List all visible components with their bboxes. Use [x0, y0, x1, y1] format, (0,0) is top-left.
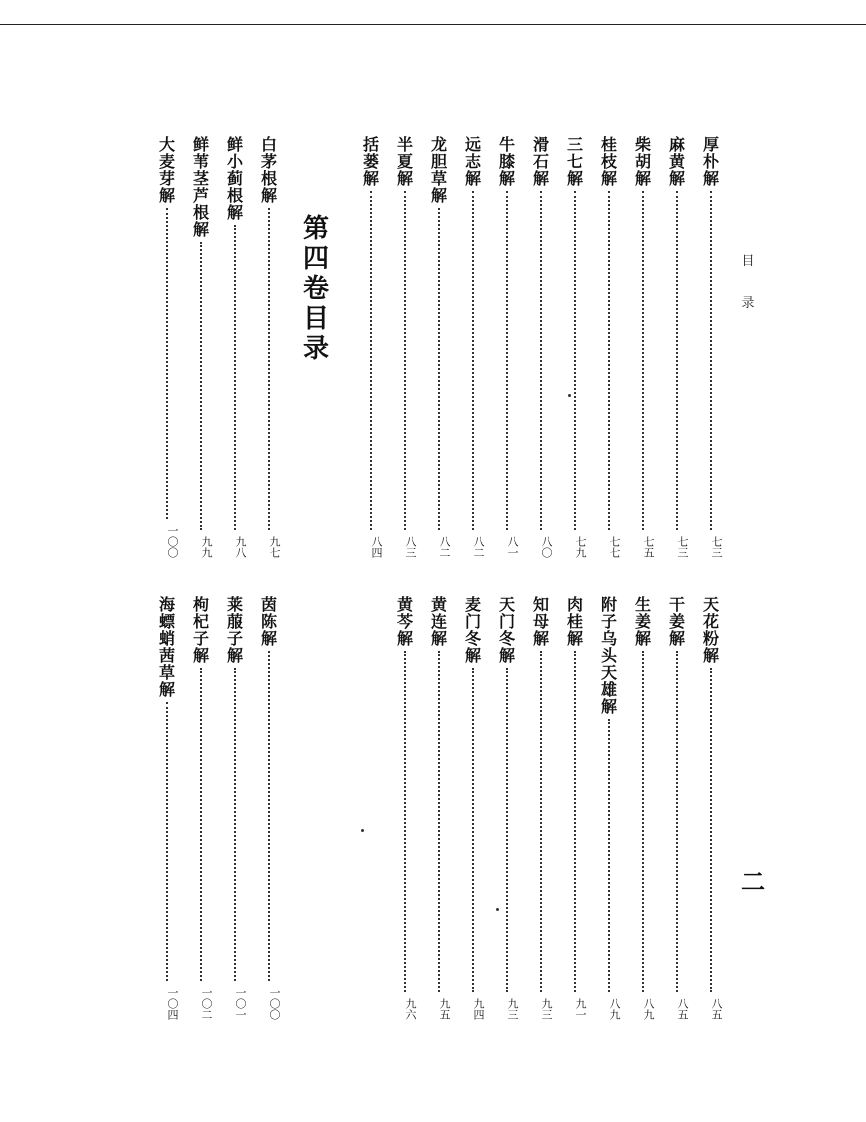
- top-rule: [0, 24, 866, 25]
- toc-entry-title: 柴胡解: [634, 135, 651, 188]
- toc-entry-title: 远志解: [464, 135, 481, 188]
- toc-entry-title: 干姜解: [668, 595, 685, 648]
- toc-entry-title: 知母解: [532, 595, 549, 648]
- dot-leader: [472, 191, 474, 530]
- toc-entry-page: 八〇: [540, 536, 553, 558]
- toc-entry: [598, 596, 620, 1020]
- toc-entry-title: 鲜苇茎芦根解: [192, 135, 209, 239]
- toc-entry: [394, 136, 416, 558]
- toc-entry-page: 八三: [404, 536, 417, 558]
- toc-entry-title: 黄芩解: [396, 595, 413, 648]
- toc-entry: [564, 596, 586, 1020]
- toc-entry: [700, 136, 722, 558]
- toc-entry-page: 七五: [642, 536, 655, 558]
- toc-entry-title: 莱菔子解: [226, 595, 243, 665]
- dot-leader: [710, 191, 712, 530]
- toc-entry-title: 天花粉解: [702, 595, 719, 665]
- toc-entry-title: 滑石解: [532, 135, 549, 188]
- toc-entry-page: 七三: [676, 536, 689, 558]
- toc-entry: [428, 136, 450, 558]
- dot-leader: [438, 208, 440, 530]
- toc-entry: [190, 136, 212, 558]
- toc-entry: [394, 596, 416, 1020]
- toc-entry: [224, 136, 246, 558]
- toc-entry-title: 鲜小蓟根解: [226, 135, 243, 222]
- toc-entry-page: 一〇四: [166, 987, 179, 1020]
- toc-entry-title: 生姜解: [634, 595, 651, 648]
- dot-leader: [370, 191, 372, 530]
- toc-entry: [224, 596, 246, 1020]
- toc-entry: [666, 136, 688, 558]
- toc-entry-page: 八一: [506, 536, 519, 558]
- dot-leader: [200, 242, 202, 530]
- toc-entry-page: 一〇〇: [268, 987, 281, 1020]
- volume-heading: 第四卷 目录: [302, 214, 356, 364]
- toc-entry-title: 三七解: [566, 135, 583, 188]
- toc-entry-title: 黄连解: [430, 595, 447, 648]
- toc-entry: [258, 136, 280, 558]
- toc-entry: [632, 136, 654, 558]
- toc-entry-page: 八五: [710, 998, 723, 1020]
- toc-entry-title: 麦门冬解: [464, 595, 481, 665]
- toc-entry: [530, 136, 552, 558]
- dot-leader: [642, 651, 644, 992]
- toc-entry: [598, 136, 620, 558]
- toc-entry: [564, 136, 586, 558]
- toc-entry-page: 九三: [506, 998, 519, 1020]
- toc-entry: [258, 596, 280, 1020]
- toc-entry: [360, 136, 382, 558]
- toc-entry: [700, 596, 722, 1020]
- toc-entry-page: 九一: [574, 998, 587, 1020]
- dot-leader: [506, 668, 508, 992]
- toc-entry: [496, 596, 518, 1020]
- running-header-2: 录: [741, 296, 755, 311]
- dot-leader: [642, 191, 644, 530]
- toc-entry: [156, 136, 178, 558]
- page-number: 二: [741, 867, 765, 896]
- dot-leader: [234, 225, 236, 530]
- dot-leader: [166, 208, 168, 519]
- dot-leader: [472, 668, 474, 992]
- toc-entry-page: 九九: [200, 536, 213, 558]
- toc-entry-page: 八九: [642, 998, 655, 1020]
- toc-entry-page: 七九: [574, 536, 587, 558]
- dot-leader: [200, 668, 202, 981]
- toc-entry-page: 八二: [472, 536, 485, 558]
- toc-entry-title: 大麦芽解: [158, 135, 175, 205]
- toc-entry-title: 麻黄解: [668, 135, 685, 188]
- toc-entry-page: 九三: [540, 998, 553, 1020]
- toc-entry-title: 茵陈解: [260, 595, 277, 648]
- toc-entry-page: 八四: [370, 536, 383, 558]
- dot-leader: [608, 191, 610, 530]
- toc-entry-title: 括蒌解: [362, 135, 379, 188]
- dot-leader: [676, 191, 678, 530]
- ink-speck: [496, 908, 499, 911]
- dot-leader: [574, 651, 576, 992]
- toc-entry-page: 九七: [268, 536, 281, 558]
- toc-entry: [462, 136, 484, 558]
- toc-entry-page: 九六: [404, 998, 417, 1020]
- toc-entry-title: 白茅根解: [260, 135, 277, 205]
- toc-entry-title: 枸杞子解: [192, 595, 209, 665]
- toc-entry-title: 半夏解: [396, 135, 413, 188]
- ink-speck: [568, 394, 571, 397]
- toc-entry-page: 八九: [608, 998, 621, 1020]
- toc-entry: [190, 596, 212, 1020]
- toc-entry-page: 七七: [608, 536, 621, 558]
- dot-leader: [540, 651, 542, 992]
- toc-entry-page: 九八: [234, 536, 247, 558]
- toc-entry-page: 八二: [438, 536, 451, 558]
- toc-entry-title: 龙胆草解: [430, 135, 447, 205]
- dot-leader: [234, 668, 236, 981]
- dot-leader: [404, 191, 406, 530]
- toc-entry-title: 附子乌头天雄解: [600, 595, 617, 716]
- toc-entry: [496, 136, 518, 558]
- toc-entry-page: 九五: [438, 998, 451, 1020]
- dot-leader: [574, 191, 576, 530]
- dot-leader: [540, 191, 542, 530]
- toc-entry-title: 牛膝解: [498, 135, 515, 188]
- toc-entry-page: 七三: [710, 536, 723, 558]
- dot-leader: [268, 651, 270, 981]
- toc-entry-page: 九四: [472, 998, 485, 1020]
- toc-entry: [428, 596, 450, 1020]
- toc-entry: [666, 596, 688, 1020]
- toc-entry-title: 天门冬解: [498, 595, 515, 665]
- toc-entry-page: 八五: [676, 998, 689, 1020]
- toc-entry-page: 一〇二: [200, 987, 213, 1020]
- dot-leader: [268, 208, 270, 530]
- running-header-1: 目: [741, 254, 755, 269]
- dot-leader: [710, 668, 712, 992]
- dot-leader: [608, 719, 610, 992]
- toc-entry-title: 厚朴解: [702, 135, 719, 188]
- toc-entry-title: 肉桂解: [566, 595, 583, 648]
- toc-entry: [530, 596, 552, 1020]
- ink-speck: [361, 829, 364, 832]
- toc-entry: [462, 596, 484, 1020]
- dot-leader: [676, 651, 678, 992]
- toc-entry: [156, 596, 178, 1020]
- toc-entry-title: 桂枝解: [600, 135, 617, 188]
- dot-leader: [438, 651, 440, 992]
- dot-leader: [166, 702, 168, 981]
- toc-entry-page: 一〇一: [234, 987, 247, 1020]
- toc-entry-title: 海螵蛸茜草解: [158, 595, 175, 699]
- toc-entry-page: 一〇〇: [166, 525, 179, 558]
- dot-leader: [404, 651, 406, 992]
- toc-entry: [632, 596, 654, 1020]
- dot-leader: [506, 191, 508, 530]
